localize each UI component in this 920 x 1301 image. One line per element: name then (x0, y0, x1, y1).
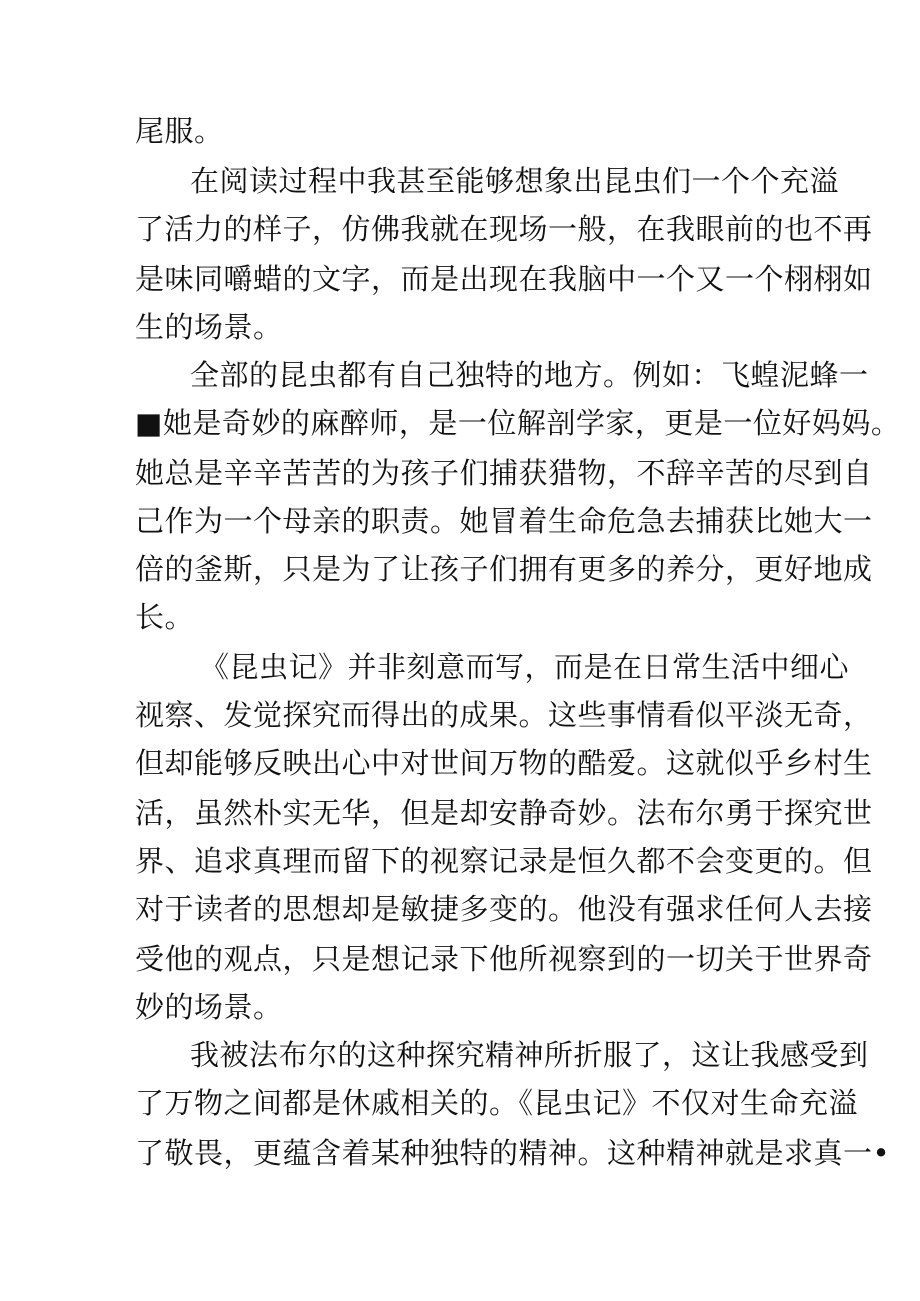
text-line: 受他的观点，只是想记录下他所视察到的一切关于世界奇 (135, 942, 873, 976)
text-line: 生的场景。 (135, 310, 283, 344)
text-line: 全部的昆虫都有自己独特的地方。例如：飞蝗泥蜂一 (190, 358, 869, 392)
text-line: 了万物之间都是休戚相关的。《昆虫记》不仅对生命充溢 (135, 1086, 859, 1120)
text-line: 倍的釜斯，只是为了让孩子们拥有更多的养分，更好地成 (135, 552, 873, 586)
text-line: 我被法布尔的这种探究精神所折服了，这让我感受到 (190, 1038, 869, 1072)
text-line: 长。 (135, 600, 195, 634)
text-line: ■她是奇妙的麻醉师，是一位解剖学家，更是一位好妈妈。 (135, 406, 901, 440)
text-line: 了活力的样子，仿佛我就在现场一般，在我眼前的也不再 (135, 212, 873, 246)
text-line: 活，虽然朴实无华，但是却安静奇妙。法布尔勇于探究世 (135, 796, 873, 830)
text-line: 在阅读过程中我甚至能够想象出昆虫们一个个充溢 (190, 164, 840, 198)
text-line: 是味同嚼蜡的文字，而是出现在我脑中一个又一个栩栩如 (135, 262, 873, 296)
text-line: 妙的场景。 (135, 990, 283, 1024)
text-line: 对于读者的思想却是敏捷多变的。他没有强求任何人去接 (135, 892, 873, 926)
text-line: 己作为一个母亲的职责。她冒着生命危急去捕获比她大一 (135, 504, 873, 538)
text-line: 界、追求真理而留下的视察记录是恒久都不会变更的。但 (135, 844, 873, 878)
text-line: 《昆虫记》并非刻意而写，而是在日常生活中细心 (200, 650, 850, 684)
text-line: 她总是辛辛苦苦的为孩子们捕获猎物，不辞辛苦的尽到自 (135, 456, 873, 490)
text-line: 了敬畏，更蕴含着某种独特的精神。这种精神就是求真一• (135, 1136, 891, 1170)
text-line: 视察、发觉探究而得出的成果。这些事情看似平淡无奇， (135, 698, 873, 732)
text-line: 尾服。 (135, 114, 224, 148)
text-line: 但却能够反映出心中对世间万物的酷爱。这就似乎乡村生 (135, 746, 873, 780)
